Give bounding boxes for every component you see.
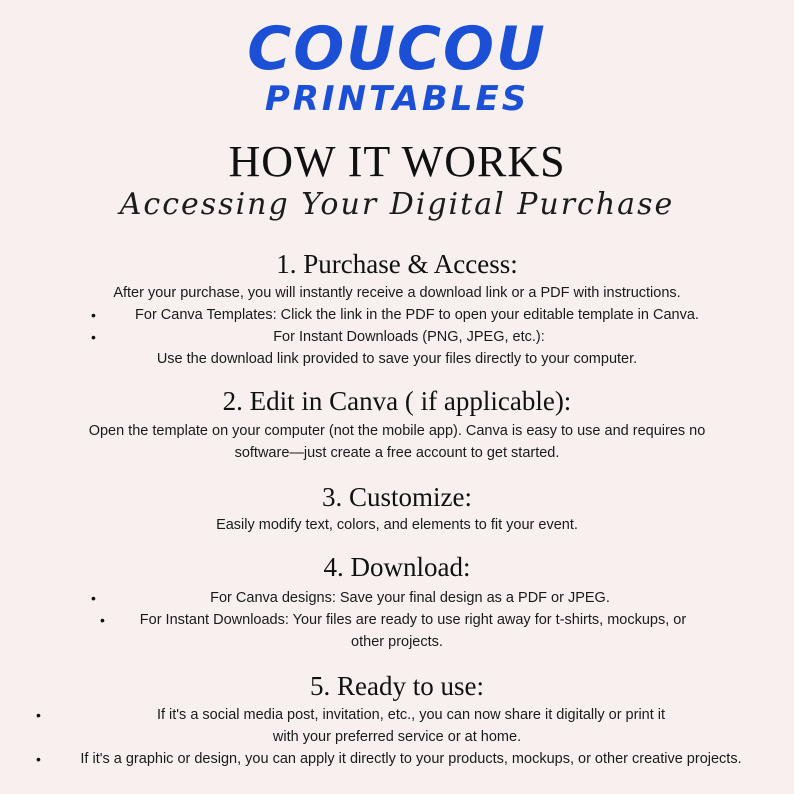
bullet-text: If it's a graphic or design, you can apply it directly to your products, mockups, or other creative projects. [80, 751, 742, 767]
bullet-icon: • [100, 612, 105, 628]
section-text: Use the download link provided to save your files directly to your computer. [156, 351, 638, 367]
page-title: HOW IT WORKS [228, 137, 566, 186]
bullet-text: For Canva designs: Save your final design as a PDF or JPEG. [210, 590, 610, 606]
section-text: Open the template on your computer (not the mobile app). Canva is easy to use and requires no [88, 423, 706, 439]
bullet-icon: • [36, 707, 41, 723]
bullet-icon: • [91, 307, 96, 323]
bullet-icon: • [36, 751, 41, 767]
section-heading-purchase: 1. Purchase & Access: [276, 249, 518, 279]
bullet-text: For Instant Downloads (PNG, JPEG, etc.): [273, 329, 545, 345]
section-text: other projects. [351, 634, 443, 650]
page-subtitle: Accessing Your Digital Purchase [119, 187, 675, 222]
logo-wordmark: COUCOU [247, 14, 547, 84]
section-heading-ready: 5. Ready to use: [310, 671, 484, 701]
section-text: software—just create a free account to get started. [234, 445, 560, 461]
bullet-text: If it's a social media post, invitation, etc., you can now share it digitally or print it [156, 707, 666, 723]
section-heading-edit: 2. Edit in Canva ( if applicable): [222, 386, 572, 416]
bullet-text: For Canva Templates: Click the link in the PDF to open your editable template in Canva. [135, 307, 699, 323]
bullet-text: For Instant Downloads: Your files are ready to use right away for t-shirts, mockups, or [139, 612, 687, 628]
logo-subtext: PRINTABLES [264, 79, 530, 119]
bullet-icon: • [91, 329, 96, 345]
section-text: After your purchase, you will instantly receive a download link or a PDF with instructions. [113, 285, 681, 301]
section-text: Easily modify text, colors, and elements to fit your event. [216, 517, 578, 533]
section-text: with your preferred service or at home. [272, 729, 522, 745]
bullet-icon: • [91, 590, 96, 606]
section-heading-download: 4. Download: [323, 552, 471, 582]
section-heading-customize: 3. Customize: [322, 482, 472, 512]
